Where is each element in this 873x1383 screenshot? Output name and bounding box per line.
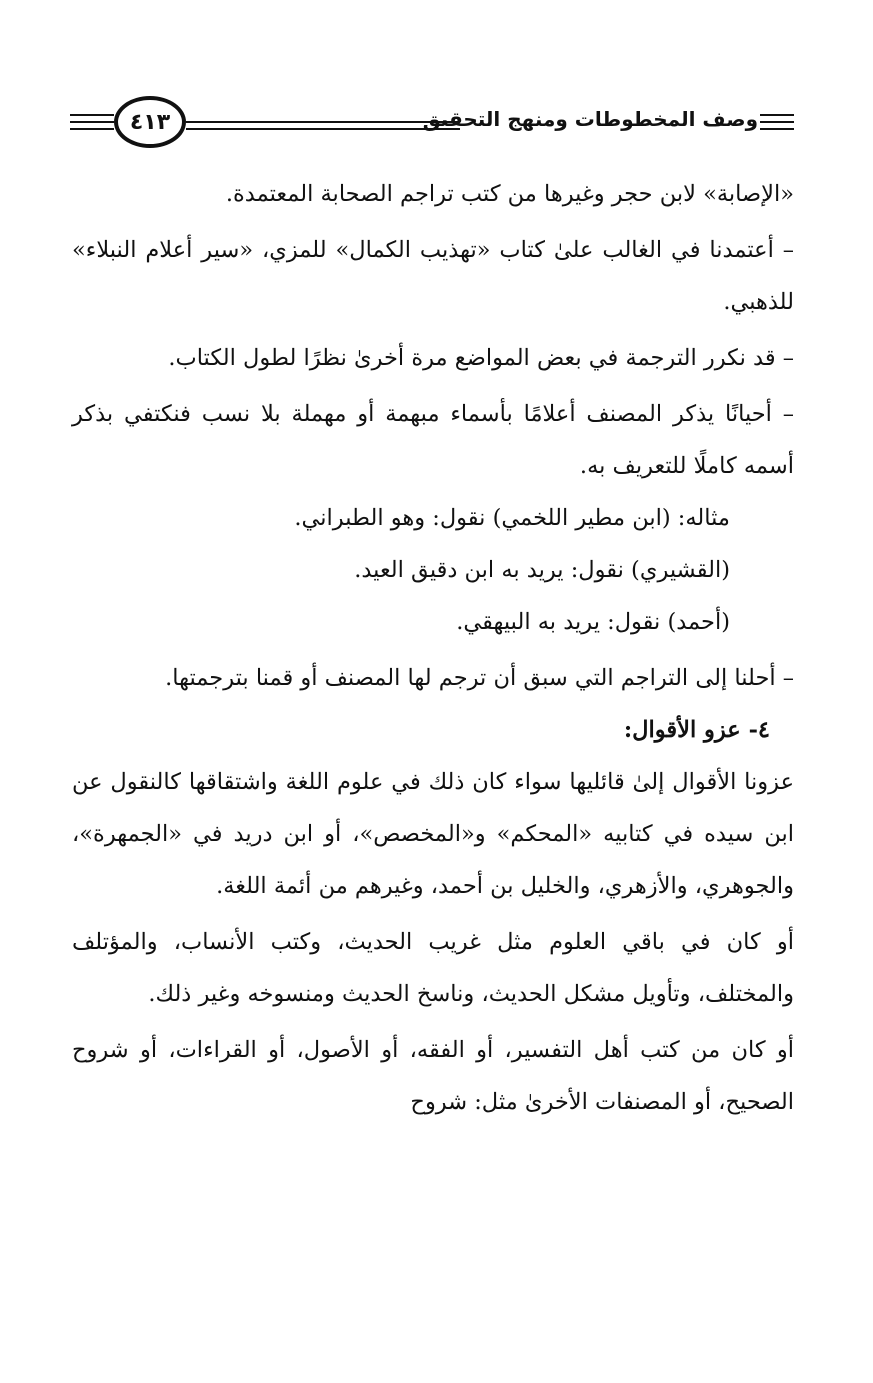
running-title: وصف المخطوطات ومنهج التحقيق	[422, 107, 758, 131]
example-line: مثاله: (ابن مطير اللخمي) نقول: وهو الطبراني.	[294, 505, 730, 531]
header-rule	[186, 128, 460, 130]
paragraph: عزونا الأقوال إلىٰ قائليها سواء كان ذلك في علوم اللغة واشتقاقها كالنقول عن ابن سيده في كتابيه «المحكم» و«المخصص»، أو ابن دريد في «الجمهرة»، والجوهري، والأزهري، والخليل بن أحمد، وغيرهم من أئمة اللغة.	[72, 769, 794, 899]
header-rule	[760, 114, 794, 116]
example-line: (القشيري) نقول: يريد به ابن دقيق العيد.	[354, 557, 730, 583]
header-rule	[760, 128, 794, 130]
header-rule	[70, 121, 114, 123]
body-text	[72, 168, 794, 1128]
page-number: ٤١٣	[114, 96, 186, 148]
paragraph: – قد نكرر الترجمة في بعض المواضع مرة أخرىٰ نظرًا لطول الكتاب.	[168, 345, 794, 371]
paragraph: «الإصابة» لابن حجر وغيرها من كتب تراجم الصحابة المعتمدة.	[225, 181, 794, 207]
header-rule	[70, 114, 114, 116]
header-rule	[186, 121, 460, 123]
header-rule	[760, 121, 794, 123]
header-rule	[70, 128, 114, 130]
paragraph: – أحيانًا يذكر المصنف أعلامًا بأسماء مبهمة أو مهملة بلا نسب فنكتفي بذكر أسمه كاملًا للتعريف به.	[72, 401, 794, 479]
example-line: (أحمد) نقول: يريد به البيهقي.	[456, 609, 730, 635]
paragraph: أو كان في باقي العلوم مثل غريب الحديث، وكتب الأنساب، والمؤتلف والمختلف، وتأويل مشكل الحديث، وناسخ الحديث ومنسوخه وغير ذلك.	[72, 929, 794, 1007]
paragraph: – أعتمدنا في الغالب علىٰ كتاب «تهذيب الكمال» للمزي، «سير أعلام النبلاء» للذهبي.	[72, 237, 794, 315]
paragraph: أو كان من كتب أهل التفسير، أو الفقه، أو الأصول، أو القراءات، أو شروح الصحيح، أو المصنفات الأخرىٰ مثل: شروح	[72, 1037, 794, 1115]
page-header	[70, 92, 794, 160]
paragraph: – أحلنا إلى التراجم التي سبق أن ترجم لها المصنف أو قمنا بترجمتها.	[165, 665, 794, 691]
section-heading: ٤- عزو الأقوال:	[623, 717, 770, 743]
